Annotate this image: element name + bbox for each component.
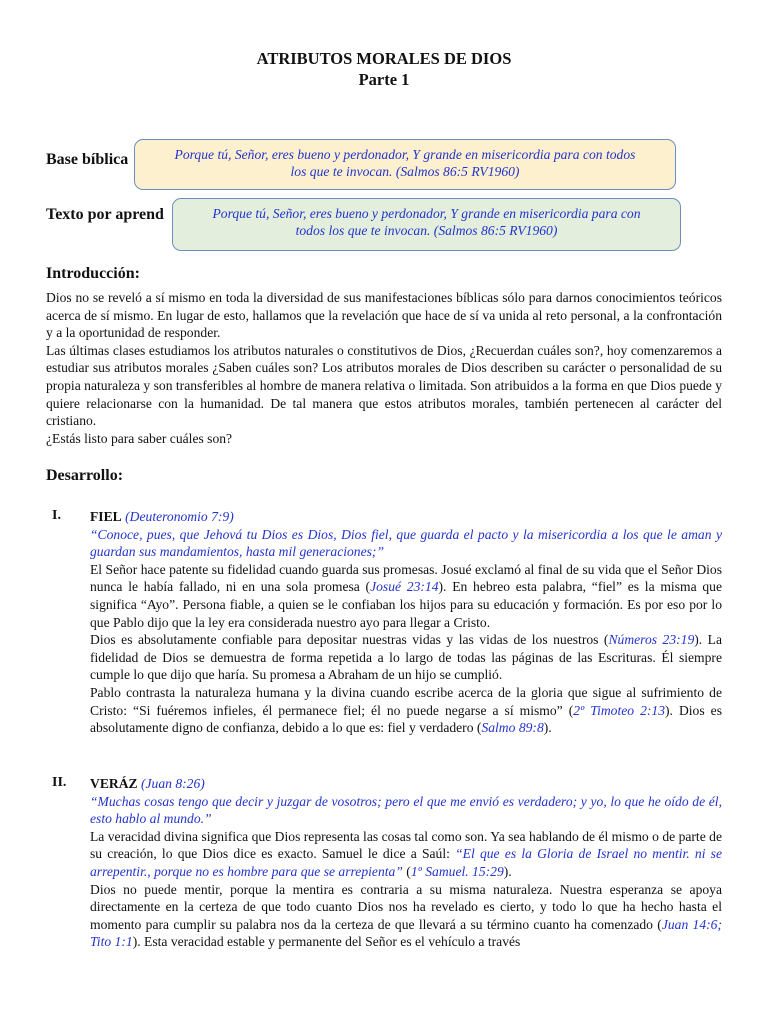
section-numeral: II. <box>52 775 67 790</box>
scripture-quote: “Muchas cosas tengo que decir y juzgar de vosotros; pero el que me envió es verdadero; y yo, lo que he oído de él, esto hablo al mundo.” <box>90 793 722 827</box>
memory-verse-line-1: Porque tú, Señor, eres bueno y perdonador, Y grande en misericordia para con <box>212 206 641 221</box>
scripture-reference: (Juan 8:26) <box>141 776 205 791</box>
intro-body <box>46 289 722 447</box>
body-paragraph: La veracidad divina significa que Dios representa las cosas tal como son. Ya sea hablando de él mismo o de parte de su creación, lo que Dios dice es exacto. Samuel le dice a Saúl: “El que es la Gloria de Israel no mentir. ni se arrepentir., porque no es hombre para que se arrepienta” (1º Samuel. 15:29). <box>90 828 722 879</box>
base-verse-line-2: los que te invocan. (Salmos 86:5 RV1960) <box>290 164 520 179</box>
scripture-reference: Juan 14:6; Tito 1:1 <box>90 916 722 950</box>
attribute-name: VERÁZ <box>90 776 138 791</box>
base-biblica-label: Base bíblica <box>46 151 129 168</box>
memory-verse-line-2: todos los que te invocan. (Salmos 86:5 RV1960) <box>295 223 558 238</box>
scripture-reference: Números 23:19 <box>608 632 695 648</box>
memory-verse-callout <box>172 198 681 251</box>
body-paragraph: Dios no puede mentir, porque la mentira es contraria a su misma naturaleza. Nuestra esperanza se apoya directamente en la certeza de que todo cuanto Dios nos ha revelado es cierto, y todo lo que ha hecho hasta el momento para cumplir su palabra nos da la certeza de que llevará a su término cuanto ha comenzado (Juan 14:6; Tito 1:1). Esta veracidad estable y permanente del Señor es el vehículo a través <box>90 881 722 950</box>
document-subtitle: Parte 1 <box>358 70 410 89</box>
document-title: ATRIBUTOS MORALES DE DIOS <box>256 49 512 68</box>
body-paragraph: Dios es absolutamente confiable para depositar nuestras vidas y las vidas de los nuestros (Números 23:19). La fidelidad de Dios se demuestra de forma repetida a lo largo de todas las páginas de las Escrituras. Él siempre cumple lo que dijo que haría. Su promesa a Abraham de un hijo se cumplió. <box>90 632 722 683</box>
body-paragraph: El Señor hace patente su fidelidad cuando guarda sus promesas. Josué exclamó al final de su vida que el Señor Dios nunca le había fallado, ni en una sola promesa (Josué 23:14). En hebreo esta palabra, “fiel” es la misma que significa “Ayo”. Persona fiable, a quien se le confiaban los hijos para su educación y formación. Es por eso por lo que Pablo dijo que la ley era considerada nuestro ayo para llegar a Cristo. <box>90 561 722 630</box>
intro-paragraph: Dios no se reveló a sí mismo en toda la diversidad de sus manifestaciones bíblicas sólo para darnos conocimientos teóricos acerca de sí mismo. En lugar de esto, hallamos que la revelación que hace de sí va unida al reto personal, a la confrontación y a la oportunidad de responder. <box>46 290 722 341</box>
intro-heading: Introducción: <box>46 265 140 282</box>
section-fiel <box>90 508 722 737</box>
attribute-name: FIEL <box>90 509 122 524</box>
intro-paragraph: Las últimas clases estudiamos los atributos naturales o constitutivos de Dios, ¿Recuerdan cuáles son?, hoy comenzaremos a estudiar sus atributos morales ¿Saben cuáles son? Los atributos morales de Dios describen su carácter o personalidad de su propia naturaleza y son transferibles al hombre de manera relativa o limitada. Son atribuidos a la forma en que Dios puede y quiere relacionarse con la humanidad. De tal manera que estos atributos morales, también pertenecen al carácter del cristiano. <box>46 342 722 429</box>
memory-verse-label: Texto por aprend <box>46 206 164 223</box>
body-paragraph: Pablo contrasta la naturaleza humana y la divina cuando escribe acerca de la gloria que sigue al sufrimiento de Cristo: “Si fuéremos infieles, él permanece fiel; él no puede negarse a sí mismo” (2º Timoteo 2:13). Dios es absolutamente digno de confianza, debido a lo que es: fiel y verdadero (Salmo 89:8). <box>90 684 722 736</box>
section-veraz <box>90 775 722 951</box>
section-numeral: I. <box>52 508 61 523</box>
intro-paragraph: ¿Estás listo para saber cuáles son? <box>46 430 233 446</box>
base-verse-callout <box>134 139 676 190</box>
scripture-reference: Salmo 89:8 <box>481 720 544 736</box>
scripture-reference: Josué 23:14 <box>370 579 439 595</box>
development-heading: Desarrollo: <box>46 467 124 484</box>
base-verse-line-1: Porque tú, Señor, eres bueno y perdonador, Y grande en misericordia para con todos <box>174 147 636 162</box>
scripture-quote: “El que es la Gloria de Israel no mentir. ni se arrepentir., porque no es hombre para que se arrepienta” <box>90 846 722 879</box>
scripture-quote: “Conoce, pues, que Jehová tu Dios es Dios, Dios fiel, que guarda el pacto y la misericordia a los que le aman y guardan sus mandamientos, hasta mil generaciones;” <box>90 526 722 560</box>
scripture-reference: (Deuteronomio 7:9) <box>125 509 234 524</box>
scripture-reference: 2º Timoteo 2:13 <box>573 702 666 718</box>
scripture-reference: 1º Samuel. 15:29 <box>410 863 504 879</box>
